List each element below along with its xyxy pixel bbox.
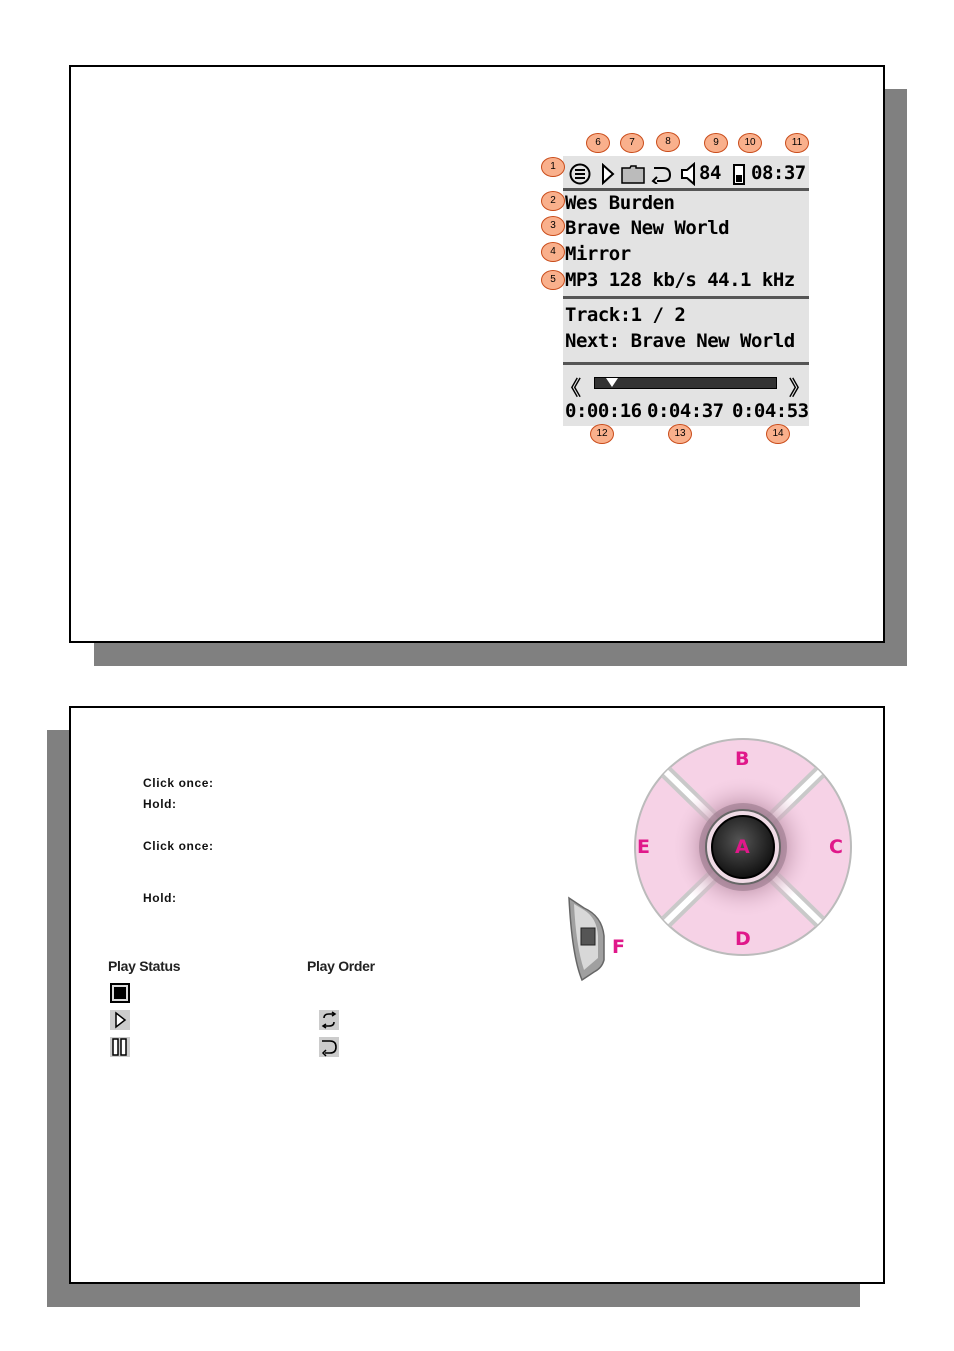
play-icon	[110, 1010, 130, 1030]
pad-button-d[interactable]: D	[735, 928, 751, 950]
callout-5: 5	[541, 270, 565, 290]
progress-knob	[606, 378, 618, 387]
play-order-heading: Play Order	[307, 958, 375, 974]
callout-9: 9	[704, 133, 728, 153]
battery-icon	[732, 162, 746, 186]
hold-label: Hold:	[143, 891, 177, 905]
format-line: MP3 128 kb/s 44.1 kHz	[565, 269, 795, 291]
divider	[563, 296, 809, 299]
volume-icon	[680, 162, 698, 186]
callout-7: 7	[620, 133, 644, 153]
next-line: Next: Brave New World	[565, 330, 795, 352]
pad-button-c[interactable]: C	[829, 836, 843, 858]
click-once-label: Click once:	[143, 839, 214, 853]
forward-arrow: 》	[789, 376, 809, 400]
clock: 08:37	[751, 162, 806, 184]
pad-button-b[interactable]: B	[735, 748, 750, 770]
volume-value: 84	[699, 162, 721, 184]
callout-3: 3	[541, 216, 565, 236]
player-display	[563, 156, 809, 426]
callout-8: 8	[656, 132, 680, 152]
title-line: Mirror	[565, 243, 631, 265]
track-line: Track:1 / 2	[565, 304, 686, 326]
pad-button-a[interactable]: A	[735, 836, 750, 858]
play-order-icon	[651, 164, 673, 184]
callout-6: 6	[586, 133, 610, 153]
navigation-pad	[626, 738, 858, 956]
play-status-icon	[601, 163, 615, 185]
callout-2: 2	[541, 191, 565, 211]
repeat-icon	[319, 1010, 339, 1030]
artist-line: Wes Burden	[565, 192, 675, 214]
pad-button-e[interactable]: E	[637, 836, 650, 858]
stop-icon	[110, 983, 130, 1003]
callout-14: 14	[766, 424, 790, 444]
callout-1: 1	[541, 157, 565, 177]
callout-4: 4	[541, 242, 565, 262]
callout-13: 13	[668, 424, 692, 444]
progress-bar	[594, 377, 777, 389]
pause-icon	[110, 1037, 130, 1057]
side-button-graphic	[564, 896, 608, 984]
hold-label: Hold:	[143, 797, 177, 811]
divider	[563, 362, 809, 365]
callout-11: 11	[785, 133, 809, 153]
click-once-label: Click once:	[143, 776, 214, 790]
divider	[563, 188, 809, 191]
menu-icon	[569, 163, 591, 185]
remaining-time: 0:04:37	[647, 400, 724, 422]
folder-icon	[621, 164, 645, 184]
callout-10: 10	[738, 133, 762, 153]
elapsed-time: 0:00:16	[565, 400, 642, 422]
album-line: Brave New World	[565, 217, 730, 239]
side-button-f[interactable]: F	[612, 936, 625, 958]
total-time: 0:04:53	[732, 400, 809, 422]
shuffle-icon	[319, 1037, 339, 1057]
rewind-arrow: 《	[561, 376, 581, 400]
play-status-heading: Play Status	[108, 958, 181, 974]
callout-12: 12	[590, 424, 614, 444]
